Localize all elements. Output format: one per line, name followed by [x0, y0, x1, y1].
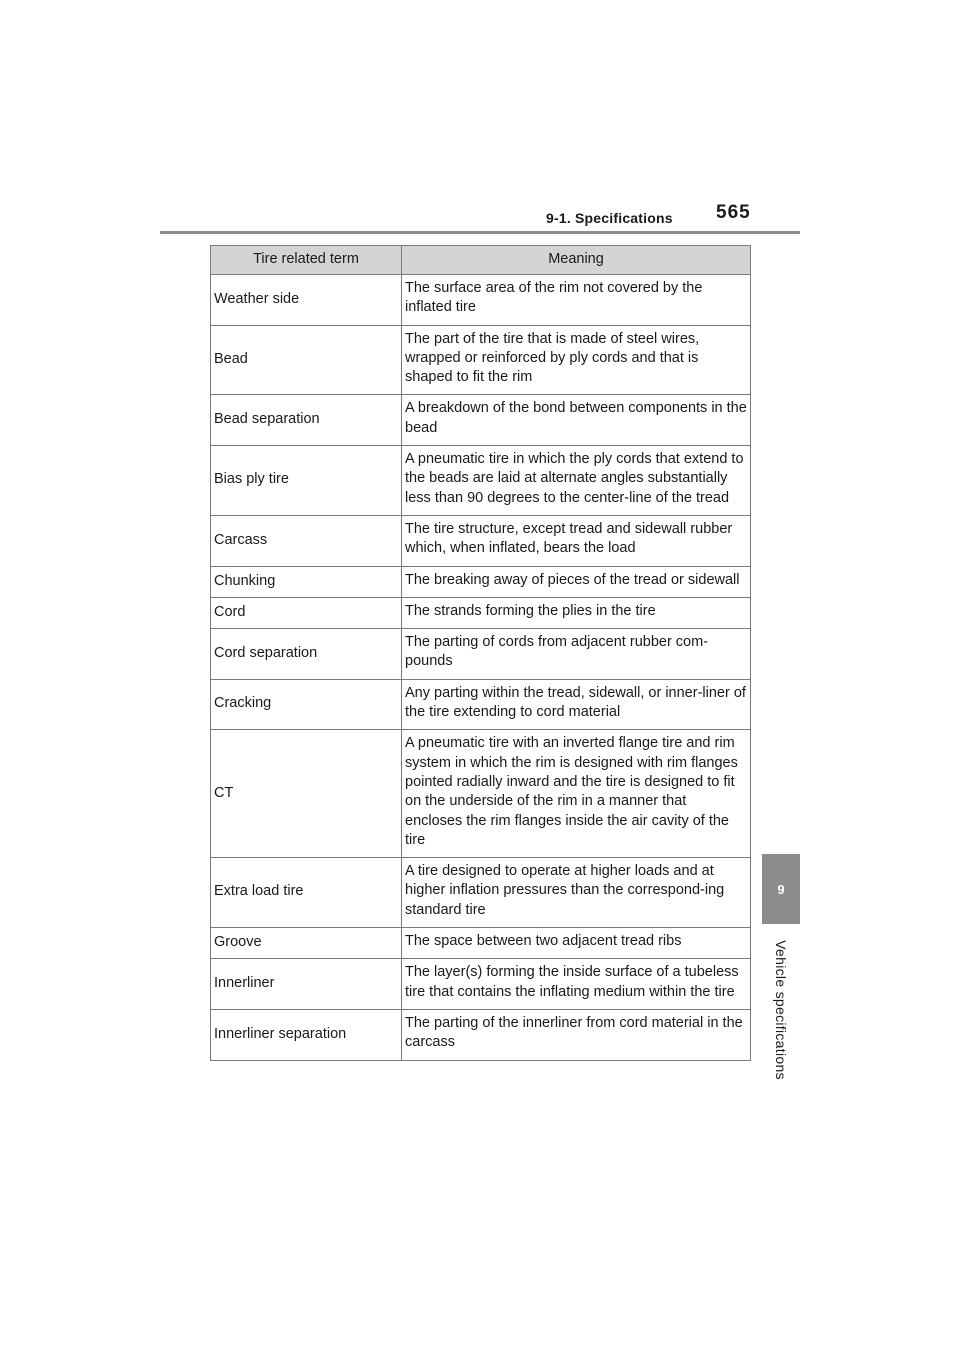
meaning-cell: The parting of cords from adjacent rubber com-pounds [402, 629, 751, 680]
table-row [211, 395, 751, 446]
column-header-meaning: Meaning [402, 246, 751, 275]
section-title: 9-1. Specifications [546, 210, 673, 226]
term-cell: CT [211, 730, 402, 858]
meaning-cell: The parting of the innerliner from cord material in the carcass [402, 1009, 751, 1060]
meaning-cell: A pneumatic tire in which the ply cords that extend to the beads are laid at alternate angles substantially less than 90 degrees to the center-line of the tread [402, 446, 751, 516]
term-cell: Chunking [211, 566, 402, 597]
page-number: 565 [716, 202, 751, 223]
table-row [211, 446, 751, 516]
table-row [211, 730, 751, 858]
term-cell: Bead [211, 325, 402, 395]
term-cell: Carcass [211, 515, 402, 566]
chapter-number: 9 [777, 881, 785, 897]
table-row [211, 629, 751, 680]
meaning-cell: A breakdown of the bond between components in the bead [402, 395, 751, 446]
page-header [160, 200, 800, 234]
table-row [211, 275, 751, 326]
table-row [211, 1009, 751, 1060]
table-row [211, 515, 751, 566]
table-row [211, 928, 751, 959]
meaning-cell: The strands forming the plies in the tire [402, 597, 751, 628]
term-cell: Groove [211, 928, 402, 959]
term-cell: Innerliner [211, 959, 402, 1010]
table-header-row [211, 246, 751, 275]
meaning-cell: The layer(s) forming the inside surface of a tubeless tire that contains the inflating medium within the tire [402, 959, 751, 1010]
table-row [211, 566, 751, 597]
meaning-cell: The tire structure, except tread and sidewall rubber which, when inflated, bears the load [402, 515, 751, 566]
meaning-cell: Any parting within the tread, sidewall, or inner-liner of the tire extending to cord material [402, 679, 751, 730]
term-cell: Innerliner separation [211, 1009, 402, 1060]
meaning-cell: The space between two adjacent tread ribs [402, 928, 751, 959]
chapter-label: Vehicle specifications [773, 940, 789, 1080]
term-cell: Cord separation [211, 629, 402, 680]
meaning-cell: The part of the tire that is made of steel wires, wrapped or reinforced by ply cords and that is shaped to fit the rim [402, 325, 751, 395]
table-row [211, 325, 751, 395]
term-cell: Bead separation [211, 395, 402, 446]
tire-terms-table [210, 245, 751, 1061]
table-row [211, 959, 751, 1010]
meaning-cell: The breaking away of pieces of the tread or sidewall [402, 566, 751, 597]
term-cell: Weather side [211, 275, 402, 326]
meaning-cell: A tire designed to operate at higher loads and at higher inflation pressures than the correspond-ing standard tire [402, 858, 751, 928]
term-cell: Extra load tire [211, 858, 402, 928]
term-cell: Cord [211, 597, 402, 628]
table-row [211, 597, 751, 628]
table-row [211, 858, 751, 928]
column-header-term: Tire related term [211, 246, 402, 275]
meaning-cell: A pneumatic tire with an inverted flange tire and rim system in which the rim is designed with rim flanges pointed radially inward and the tire is designed to fit on the underside of the rim in a manner that encloses the rim flanges inside the air cavity of the tire [402, 730, 751, 858]
chapter-tab [762, 854, 800, 924]
meaning-cell: The surface area of the rim not covered by the inflated tire [402, 275, 751, 326]
table-row [211, 679, 751, 730]
term-cell: Bias ply tire [211, 446, 402, 516]
term-cell: Cracking [211, 679, 402, 730]
